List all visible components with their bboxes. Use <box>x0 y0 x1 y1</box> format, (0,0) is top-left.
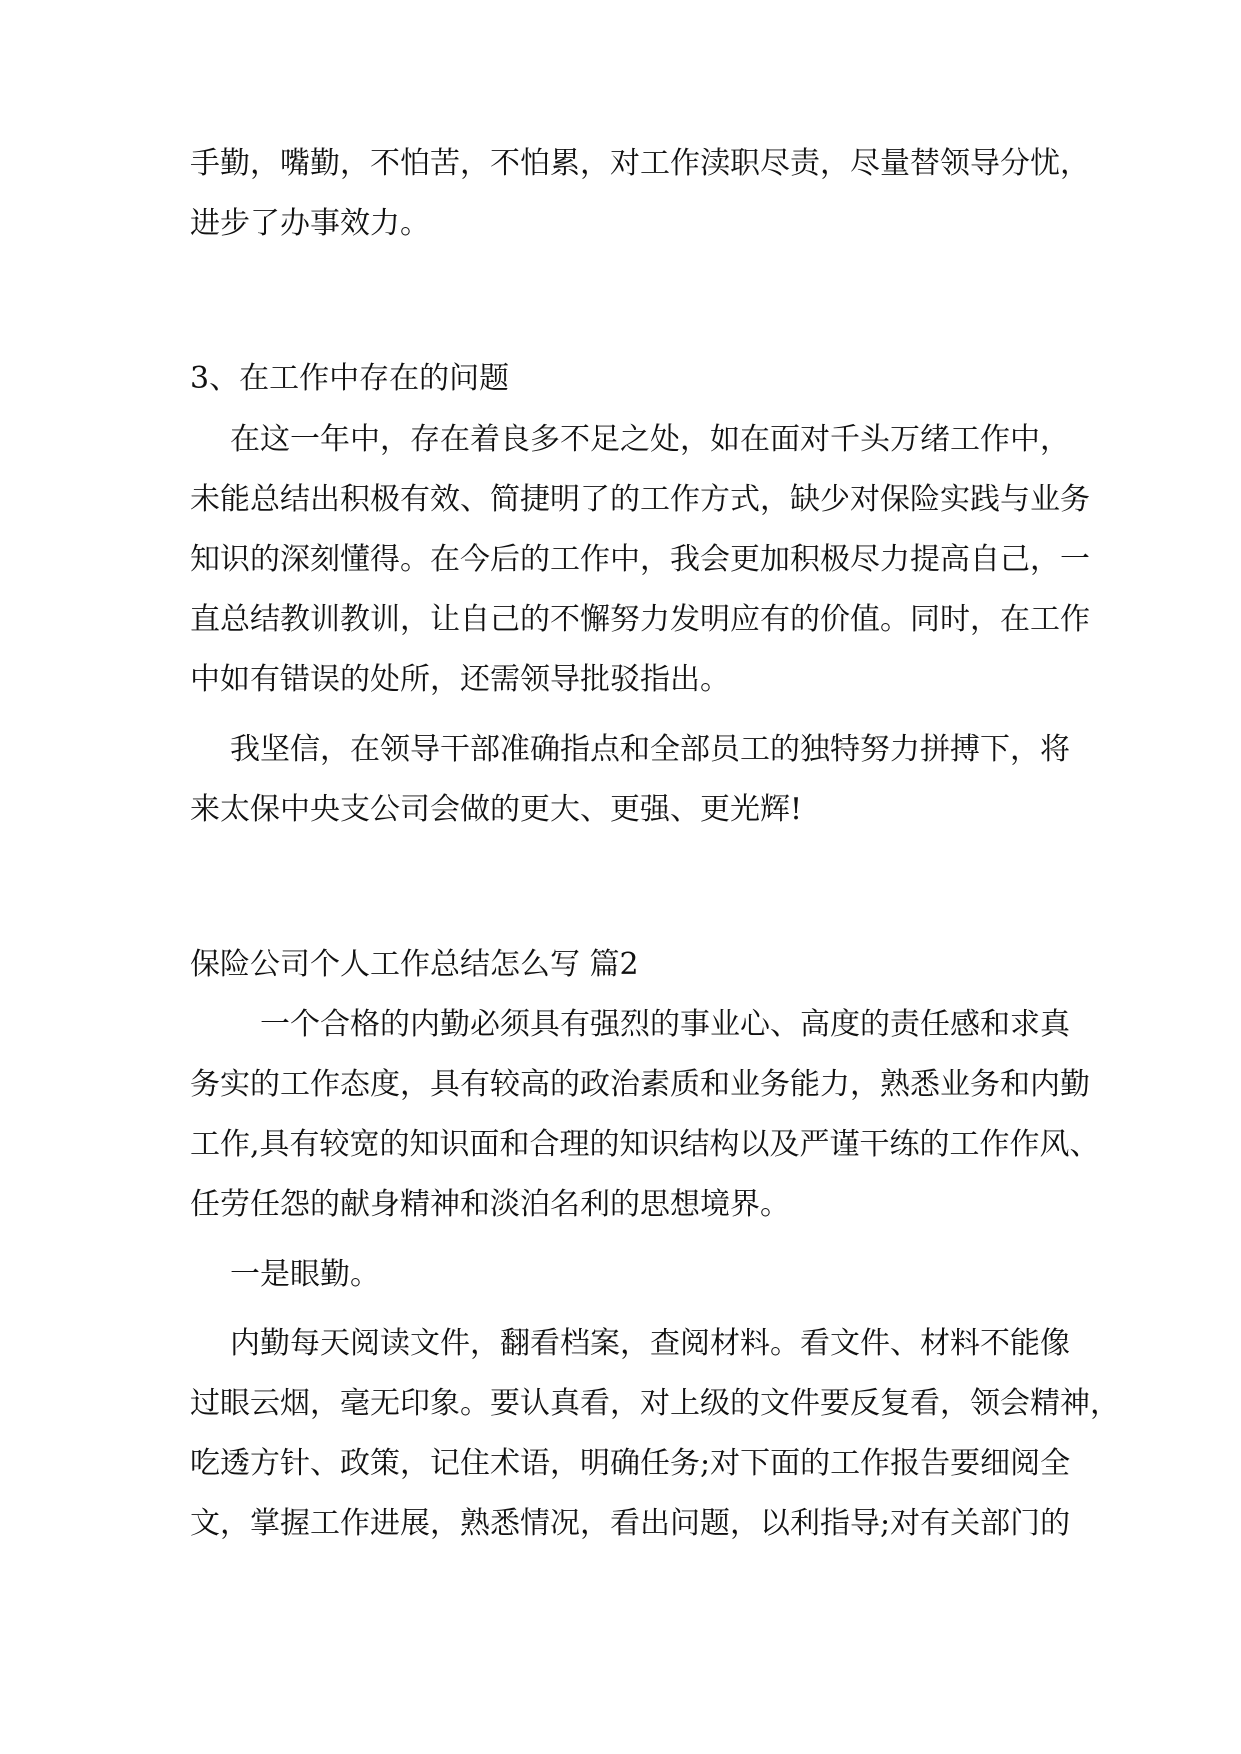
subheading-line: 一是眼勤。 <box>230 1257 380 1292</box>
paragraph-line: 未能总结出积极有效、简捷明了的工作方式，缺少对保险实践与业务 <box>190 482 1090 517</box>
paragraph-line: 进步了办事效力。 <box>190 206 430 241</box>
paragraph-line: 在这一年中，存在着良多不足之处，如在面对千头万绪工作中， <box>230 422 1070 457</box>
paragraph-line: 务实的工作态度，具有较高的政治素质和业务能力，熟悉业务和内勤 <box>190 1067 1090 1102</box>
paragraph-line: 知识的深刻懂得。在今后的工作中，我会更加积极尽力提高自己，一 <box>190 542 1090 577</box>
paragraph-line: 我坚信，在领导干部准确指点和全部员工的独特努力拼搏下，将 <box>230 732 1070 767</box>
paragraph-line: 任劳任怨的献身精神和淡泊名利的思想境界。 <box>190 1187 790 1222</box>
section-heading: 3、在工作中存在的问题 <box>190 361 510 396</box>
paragraph-line: 内勤每天阅读文件，翻看档案，查阅材料。看文件、材料不能像 <box>230 1326 1070 1361</box>
paragraph-line: 中如有错误的处所，还需领导批驳指出。 <box>190 662 730 697</box>
paragraph-line: 吃透方针、政策，记住术语，明确任务;对下面的工作报告要细阅全 <box>190 1446 1071 1481</box>
paragraph-line: 过眼云烟，毫无印象。要认真看，对上级的文件要反复看，领会精神， <box>190 1386 1120 1421</box>
section-title: 保险公司个人工作总结怎么写 篇2 <box>190 947 639 982</box>
paragraph-line: 工作,具有较宽的知识面和合理的知识结构以及严谨干练的工作作风、 <box>190 1127 1100 1162</box>
paragraph-line: 一个合格的内勤必须具有强烈的事业心、高度的责任感和求真 <box>260 1007 1070 1042</box>
paragraph-line: 直总结教训教训，让自己的不懈努力发明应有的价值。同时，在工作 <box>190 602 1090 637</box>
paragraph-line: 手勤，嘴勤，不怕苦，不怕累，对工作渎职尽责，尽量替领导分忧， <box>190 146 1090 181</box>
paragraph-line: 来太保中央支公司会做的更大、更强、更光辉! <box>190 792 803 827</box>
paragraph-line: 文，掌握工作进展，熟悉情况，看出问题，以利指导;对有关部门的 <box>190 1506 1071 1541</box>
